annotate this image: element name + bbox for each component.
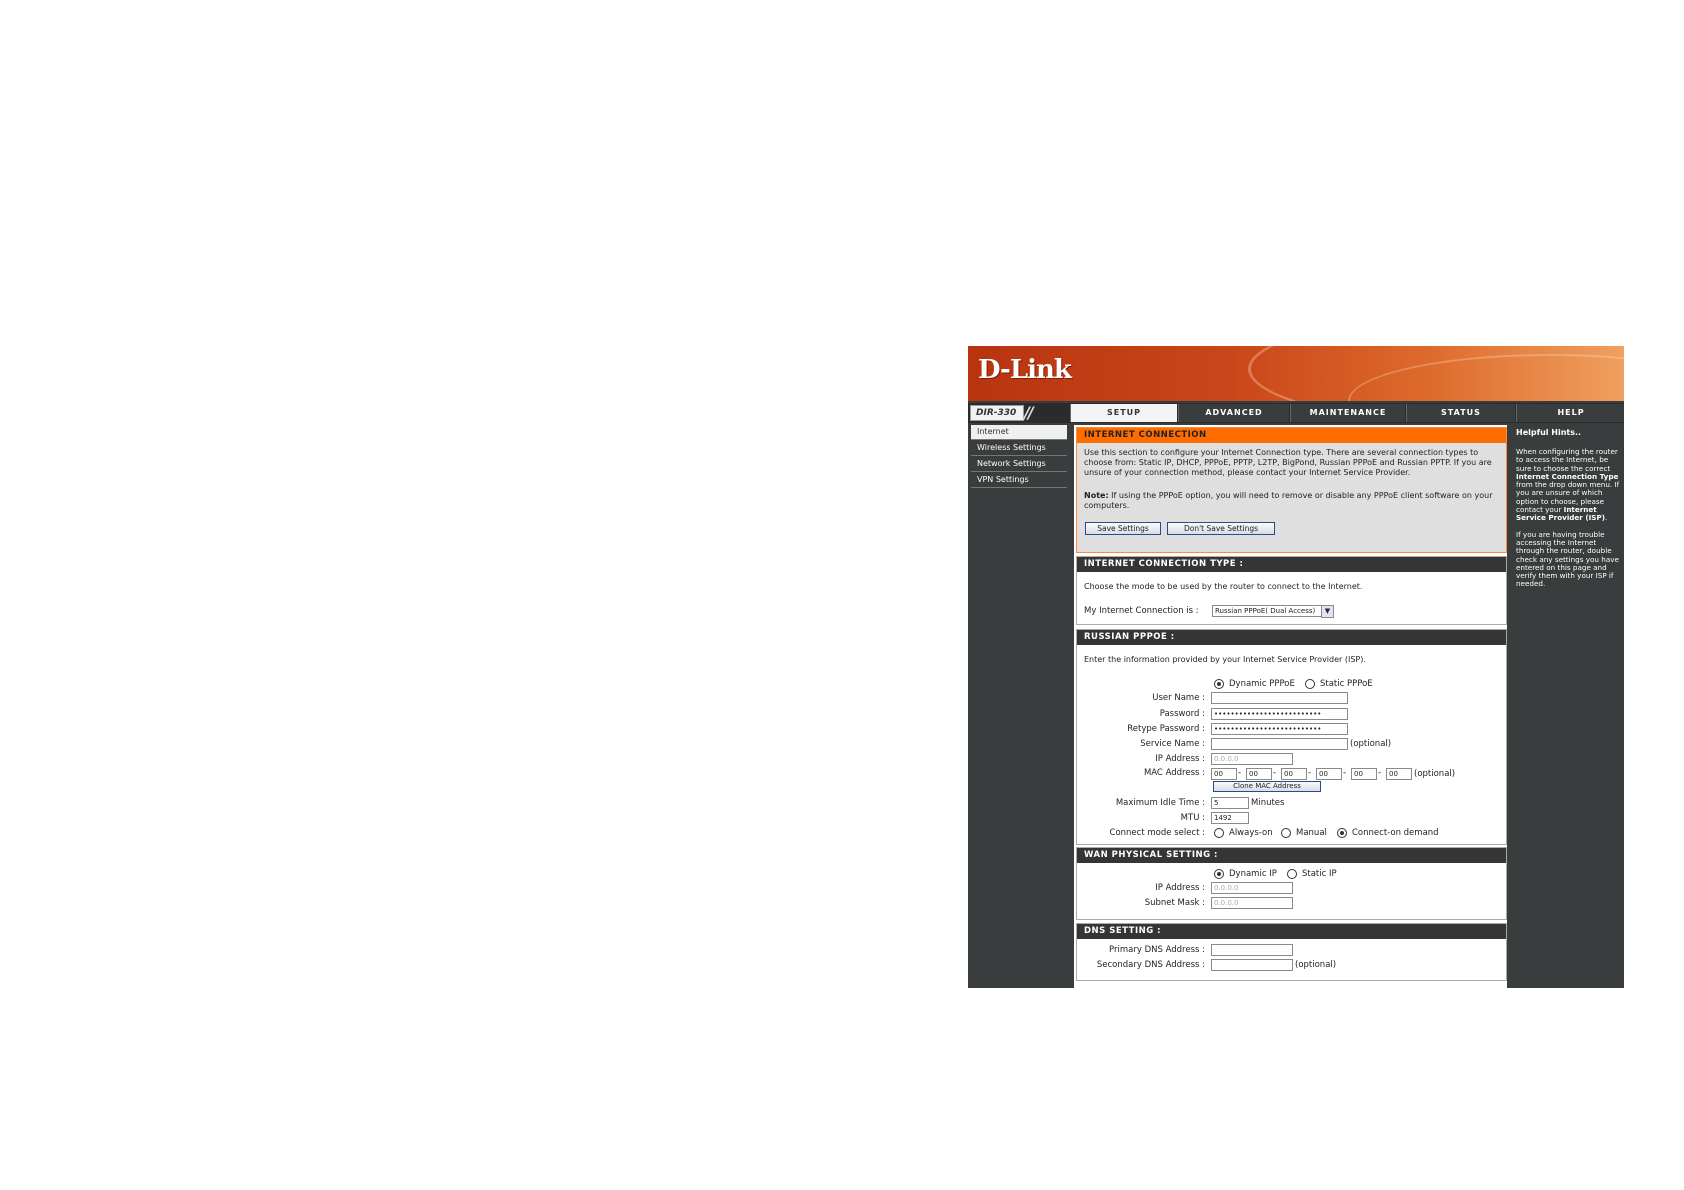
mac-address-label: MAC Address : xyxy=(1143,768,1205,778)
mac-optional-text: (optional) xyxy=(1414,769,1456,779)
main-content xyxy=(1074,425,1507,988)
tab-setup[interactable]: SETUP xyxy=(1070,404,1177,422)
intro-note xyxy=(1084,491,1502,511)
help-paragraph-2: If you are having trouble accessing the Internet through the router, double check any settings you have entered on this page and verify them with your ISP if needed. xyxy=(1516,529,1619,589)
clone-mac-button[interactable]: Clone MAC Address xyxy=(1213,781,1321,792)
chevron-down-icon[interactable]: ▼ xyxy=(1321,605,1334,618)
username-input[interactable] xyxy=(1211,692,1348,704)
router-admin-window xyxy=(968,346,1624,988)
tab-advanced[interactable]: ADVANCED xyxy=(1178,404,1289,422)
model-badge: DIR-330 xyxy=(970,405,1024,421)
note-text: If using the PPPoE option, you will need to remove or disable any PPPoE client software on your computers. xyxy=(1084,491,1493,510)
dynamic-ip-radio[interactable] xyxy=(1214,869,1224,879)
static-ip-label: Static IP xyxy=(1302,869,1337,879)
help-emphasis: Internet Service Provider (ISP) xyxy=(1516,505,1606,523)
username-label: User Name : xyxy=(1152,693,1205,703)
help-text: When configuring the router to access the Internet, be sure to choose the correct xyxy=(1516,447,1618,473)
dynamic-ip-label: Dynamic IP xyxy=(1229,869,1277,879)
connection-type-title: INTERNET CONNECTION TYPE : xyxy=(1077,557,1506,572)
mtu-label: MTU : xyxy=(1180,813,1205,823)
mac-separator: - xyxy=(1238,768,1242,778)
sidebar-item-network-settings[interactable]: Network Settings xyxy=(971,457,1067,472)
subnet-mask-input[interactable]: 0.0.0.0 xyxy=(1211,897,1293,909)
dont-save-settings-button[interactable]: Don't Save Settings xyxy=(1167,522,1275,535)
wan-physical-panel xyxy=(1076,847,1507,920)
help-text: . xyxy=(1605,513,1608,523)
sidebar xyxy=(968,425,1070,489)
static-ip-radio[interactable] xyxy=(1287,869,1297,879)
password-input[interactable]: •••••••••••••••••••••••••• xyxy=(1211,708,1348,720)
secondary-dns-input[interactable] xyxy=(1211,959,1293,971)
password-label: Password : xyxy=(1159,709,1205,719)
mac-separator: - xyxy=(1273,768,1277,778)
service-name-input[interactable] xyxy=(1211,738,1348,750)
primary-dns-input[interactable] xyxy=(1211,944,1293,956)
save-settings-button[interactable]: Save Settings xyxy=(1085,522,1161,535)
secondary-dns-optional: (optional) xyxy=(1295,960,1337,970)
dlink-logo: D-Link xyxy=(978,355,1071,385)
always-on-label: Always-on xyxy=(1229,828,1273,838)
help-emphasis: Internet Connection Type xyxy=(1516,471,1619,481)
help-title: Helpful Hints.. xyxy=(1516,428,1582,437)
primary-dns-label: Primary DNS Address : xyxy=(1109,945,1205,955)
retype-password-label: Retype Password : xyxy=(1127,724,1205,734)
help-panel xyxy=(1513,425,1624,988)
intro-text: Use this section to configure your Internet Connection type. There are several connection types to choose from: Static IP, DHCP, PPPoE, PPTP, L2TP, BigPond, Russian PPPoE and Russian PPTP. If you are unsure of your connection method, please contact your Internet Service Provider. xyxy=(1084,448,1492,477)
subnet-mask-label: Subnet Mask : xyxy=(1144,898,1205,908)
help-text: from the drop down menu. If you are unsure of which option to choose, please contact your xyxy=(1516,480,1620,515)
wan-ip-input[interactable]: 0.0.0.0 xyxy=(1211,882,1293,894)
retype-password-input[interactable]: •••••••••••••••••••••••••• xyxy=(1211,723,1348,735)
note-label: Note: xyxy=(1084,491,1109,500)
connection-select-label: My Internet Connection is : xyxy=(1084,606,1199,616)
wan-ip-label: IP Address : xyxy=(1155,883,1205,893)
connection-select-value: Russian PPPoE( Dual Access) xyxy=(1215,607,1316,615)
intro-title: INTERNET CONNECTION xyxy=(1077,428,1506,443)
static-pppoe-radio[interactable] xyxy=(1305,679,1315,689)
pppoe-title: RUSSIAN PPPOE : xyxy=(1077,630,1506,645)
tab-maintenance[interactable]: MAINTENANCE xyxy=(1290,404,1405,422)
service-optional-text: (optional) xyxy=(1350,739,1392,749)
connection-type-text: Choose the mode to be used by the router to connect to the Internet. xyxy=(1084,582,1363,591)
ip-address-label: IP Address : xyxy=(1155,754,1205,764)
mac-separator: - xyxy=(1308,768,1312,778)
mtu-input[interactable]: 1492 xyxy=(1211,812,1249,824)
mac-octet-3-input[interactable]: 00 xyxy=(1281,768,1307,780)
tab-help[interactable]: HELP xyxy=(1516,404,1624,422)
wan-title: WAN PHYSICAL SETTING : xyxy=(1077,848,1506,863)
russian-pppoe-panel xyxy=(1076,629,1507,845)
connect-on-demand-radio[interactable] xyxy=(1337,828,1347,838)
mac-separator: - xyxy=(1343,768,1347,778)
dns-setting-panel xyxy=(1076,923,1507,981)
top-nav xyxy=(968,403,1624,423)
sidebar-item-wireless-settings[interactable]: Wireless Settings xyxy=(971,441,1067,456)
slash-decoration: // xyxy=(1024,403,1032,422)
header-banner xyxy=(968,346,1624,401)
manual-radio[interactable] xyxy=(1281,828,1291,838)
pppoe-text: Enter the information provided by your Internet Service Provider (ISP). xyxy=(1084,655,1366,664)
max-idle-input[interactable]: 5 xyxy=(1211,797,1249,809)
manual-label: Manual xyxy=(1296,828,1327,838)
mac-octet-5-input[interactable]: 00 xyxy=(1351,768,1377,780)
dns-title: DNS SETTING : xyxy=(1077,924,1506,939)
dynamic-pppoe-label: Dynamic PPPoE xyxy=(1229,679,1295,689)
connection-type-select[interactable] xyxy=(1212,605,1334,617)
mac-octet-1-input[interactable]: 00 xyxy=(1211,768,1237,780)
mac-octet-4-input[interactable]: 00 xyxy=(1316,768,1342,780)
service-name-label: Service Name : xyxy=(1140,739,1205,749)
mac-separator: - xyxy=(1378,768,1382,778)
static-pppoe-label: Static PPPoE xyxy=(1320,679,1373,689)
mac-octet-2-input[interactable]: 00 xyxy=(1246,768,1272,780)
connect-on-demand-label: Connect-on demand xyxy=(1352,828,1439,838)
sidebar-item-vpn-settings[interactable]: VPN Settings xyxy=(971,473,1067,488)
max-idle-label: Maximum Idle Time : xyxy=(1115,798,1205,808)
connection-type-panel xyxy=(1076,556,1507,625)
help-paragraph-1 xyxy=(1513,448,1624,523)
idle-unit-text: Minutes xyxy=(1251,798,1285,808)
always-on-radio[interactable] xyxy=(1214,828,1224,838)
intro-panel xyxy=(1076,427,1507,553)
connect-mode-label: Connect mode select : xyxy=(1109,828,1205,838)
tab-status[interactable]: STATUS xyxy=(1406,404,1515,422)
ip-address-input[interactable]: 0.0.0.0 xyxy=(1211,753,1293,765)
sidebar-item-internet[interactable]: Internet xyxy=(971,425,1067,440)
secondary-dns-label: Secondary DNS Address : xyxy=(1096,960,1205,970)
dynamic-pppoe-radio[interactable] xyxy=(1214,679,1224,689)
mac-octet-6-input[interactable]: 00 xyxy=(1386,768,1412,780)
